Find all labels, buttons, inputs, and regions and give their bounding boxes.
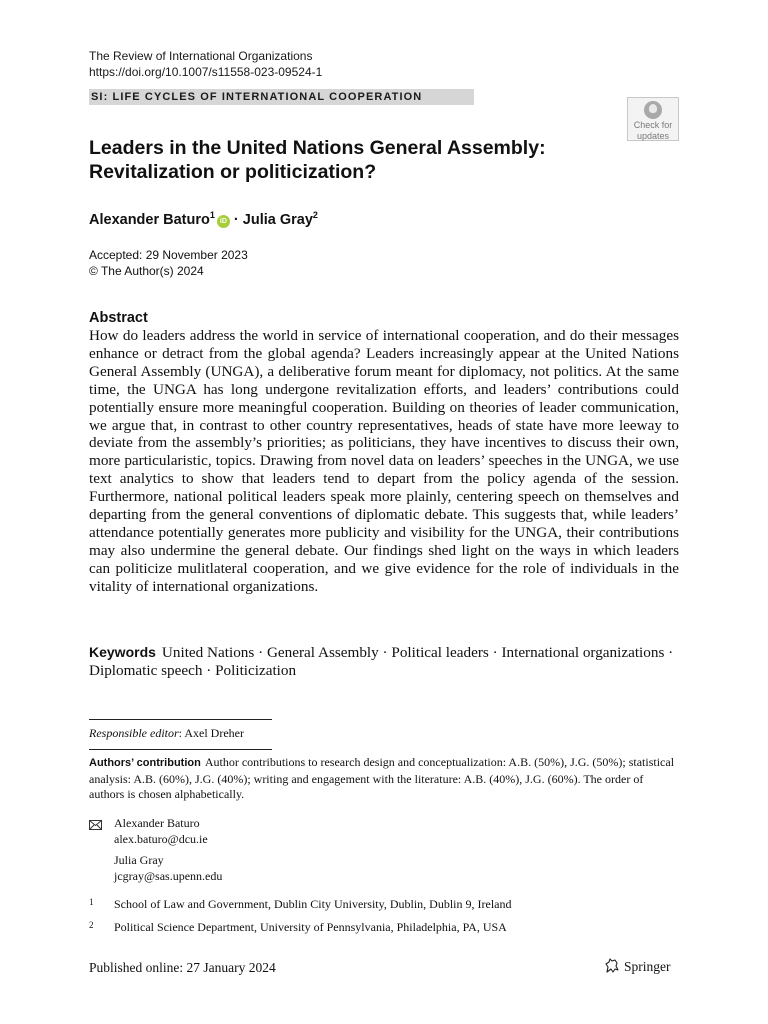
footnote-rule: [89, 749, 272, 750]
editor-name: : Axel Dreher: [178, 726, 244, 740]
affiliation-text: Political Science Department, University of Pennsylvania, Philadelphia, PA, USA: [114, 920, 507, 934]
affiliation-number: 1: [89, 897, 94, 907]
author-contribution: [89, 755, 679, 803]
author-name[interactable]: Alexander Baturo: [89, 211, 210, 228]
footnote-rule: [89, 719, 272, 720]
contact-email[interactable]: jcgray@sas.upenn.edu: [114, 868, 223, 883]
accepted-date: Accepted: 29 November 2023: [89, 248, 248, 262]
doi-link[interactable]: https://doi.org/10.1007/s11558-023-09524-1: [89, 65, 323, 79]
abstract-text: How do leaders address the world in service of international cooperation, and do their messages enhance or detract from the global agenda? Leaders increasingly appear at the United Nations General Assembly (UNGA), a deliberative forum meant for diplomacy, not politics. At the same time, the UNGA has long undergone revitalization efforts, and leaders’ contributions could potentially ensure more meaningful cooperation. Building on theories of leader communication, we argue that, in contrast to other country representatives, heads of state have more leeway to deviate from the assembly’s priorities; as politicians, they have incentives to discuss their own, more particularistic, topics. Drawing from novel data on leaders’ speeches in the UNGA, we use text analytics to show that leaders tend to depart from the policy agenda of the session. Furthermore, national political leaders speak more plainly, centering speech on themselves and departing from the general conventions of diplomatic debate. This suggests that, while leaders’ attendance potentially generates more publicity and visibility for the UNGA, their contributions may also undermine the general debate. Our findings shed light on the ways in which leaders can politicize mulitlateral cooperation, and we give evidence for the role of individuals in the vitality of international organizations.: [89, 327, 679, 595]
keywords-label: Keywords: [89, 644, 156, 660]
springer-horse-icon: [604, 958, 620, 974]
title-line-2: Revitalization or politicization?: [89, 161, 377, 183]
affil-ref: 2: [312, 210, 318, 220]
copyright: © The Author(s) 2024: [89, 264, 204, 278]
journal-name: The Review of International Organizations: [89, 49, 313, 63]
editor-label: Responsible editor: [89, 726, 179, 740]
section-banner: SI: LIFE CYCLES OF INTERNATIONAL COOPERATION: [89, 89, 474, 105]
check-updates-line2: updates: [636, 131, 670, 141]
keywords-text: United Nations · General Assembly · Political leaders · International organizations · Diplomatic speech · Politicization: [89, 644, 674, 679]
check-updates-icon: [644, 101, 662, 119]
affil-ref: 1: [209, 210, 215, 220]
contact-entry: [114, 816, 208, 847]
publisher-name: Springer: [624, 959, 671, 974]
publisher-logo[interactable]: [604, 958, 671, 976]
check-updates-line1: Check for: [633, 120, 673, 130]
contact-email[interactable]: alex.baturo@dcu.ie: [114, 831, 208, 846]
contact-name: Julia Gray: [114, 853, 164, 867]
affiliation-text: School of Law and Government, Dublin City University, Dublin, Dublin 9, Ireland: [114, 897, 512, 911]
author-list: [89, 205, 318, 230]
title-line-1: Leaders in the United Nations General Assembly:: [89, 137, 546, 159]
keywords: [89, 643, 679, 680]
responsible-editor: [89, 725, 244, 741]
article-dates: [89, 247, 248, 279]
contrib-label: Authors’ contribution: [89, 757, 201, 769]
author-separator: ·: [233, 211, 239, 228]
author-name[interactable]: Julia Gray: [242, 211, 313, 228]
article-title: [89, 136, 649, 184]
abstract-heading: Abstract: [89, 310, 148, 326]
contact-entry: [114, 853, 222, 884]
published-online: Published online: 27 January 2024: [89, 960, 276, 975]
affiliation-number: 2: [89, 920, 94, 930]
orcid-icon[interactable]: iD: [217, 215, 230, 228]
contrib-text: Author contributions to research design and conceptualization: A.B. (50%), J.G. (50%); statistical analysis: A.B. (60%), J.G. (40%); writing and engagement with the literature: A.B. (40%), J.G. (60%). The order of authors is chosen alphabetically.: [89, 755, 675, 801]
check-for-updates-badge[interactable]: [627, 97, 679, 141]
envelope-icon: [89, 820, 102, 830]
contact-name: Alexander Baturo: [114, 816, 200, 830]
